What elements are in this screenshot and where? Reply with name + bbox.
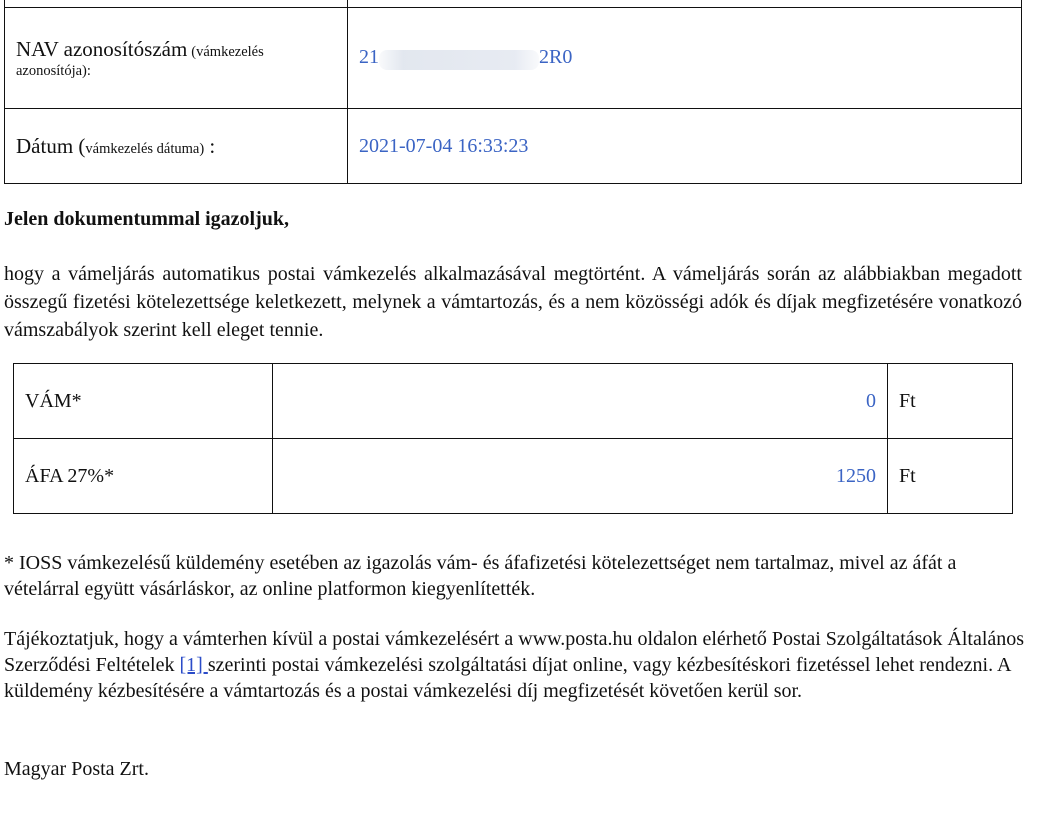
date-label-colon: : [204, 133, 216, 158]
nav-id-value-prefix: 21 [359, 46, 379, 69]
certification-paragraph: hogy a vámeljárás automatikus postai vámkezelés alkalmazásával megtörtént. A vámeljárás során az alábbiakban megadott összegű fizetési kötelezettsége keletkezett, melynek a vámtartozás, és a nem közösségi adók és díjak megfizetésére vonatkozó vámszabályok szerint kell eleget tennie. [4, 263, 1022, 341]
customs-info-table [4, 0, 1022, 184]
footnote-link[interactable]: [1] [179, 654, 208, 676]
signature: Magyar Posta Zrt. [4, 758, 149, 780]
amount-row-afa [14, 439, 1013, 514]
redacted-block [379, 50, 539, 70]
nav-id-value-cell [348, 8, 1022, 109]
nav-id-label: NAV azonosítószám [16, 36, 188, 61]
info-text-before-link: Tájékoztatjuk, hogy a vámterhen kívül a postai vámkezelésért a www.posta.hu oldalon elérhető Postai Szolgáltatások Általános Szerződési Feltételek [4, 628, 1025, 676]
ioss-note: * IOSS vámkezelésű küldemény esetében az igazolás vám- és áfafizetési kötelezettséget nem tartalmaz, mivel az áfát a vételárral együtt vásárláskor, az online platformon kiegyenlítették. [4, 552, 957, 600]
info-text-after-link: szerinti postai vámkezelési szolgáltatási díjat online, vagy kézbesítéskori fizetéssel lehet rendezni. A küldemény kézbesítésére a vámtartozás és a postai vámkezelési díj megfizetését követően kerül sor. [4, 654, 1011, 702]
amount-value: 0 [273, 364, 888, 439]
nav-id-label-note: (vámkezelés azonosítója): [16, 43, 264, 79]
date-value-cell [348, 109, 1022, 184]
info-paragraph [4, 626, 1034, 704]
amount-label: ÁFA 27%* [14, 439, 273, 514]
amount-label: VÁM* [14, 364, 273, 439]
nav-id-row [5, 8, 1022, 109]
nav-id-value-suffix: 2R0 [539, 46, 573, 69]
date-row [5, 109, 1022, 184]
amount-row-vam [14, 364, 1013, 439]
amount-currency: Ft [888, 364, 1013, 439]
amount-value: 1250 [273, 439, 888, 514]
amounts-table [13, 363, 1013, 514]
date-label: Dátum ( [16, 133, 86, 158]
amount-currency: Ft [888, 439, 1013, 514]
date-label-cell [5, 109, 348, 184]
nav-id-label-cell [5, 8, 348, 109]
date-value: 2021-07-04 16:33:23 [359, 134, 529, 157]
certification-heading: Jelen dokumentummal igazoljuk, [4, 208, 290, 230]
date-label-note: vámkezelés dátuma) [85, 140, 205, 157]
info-table-top-row [5, 0, 1022, 8]
